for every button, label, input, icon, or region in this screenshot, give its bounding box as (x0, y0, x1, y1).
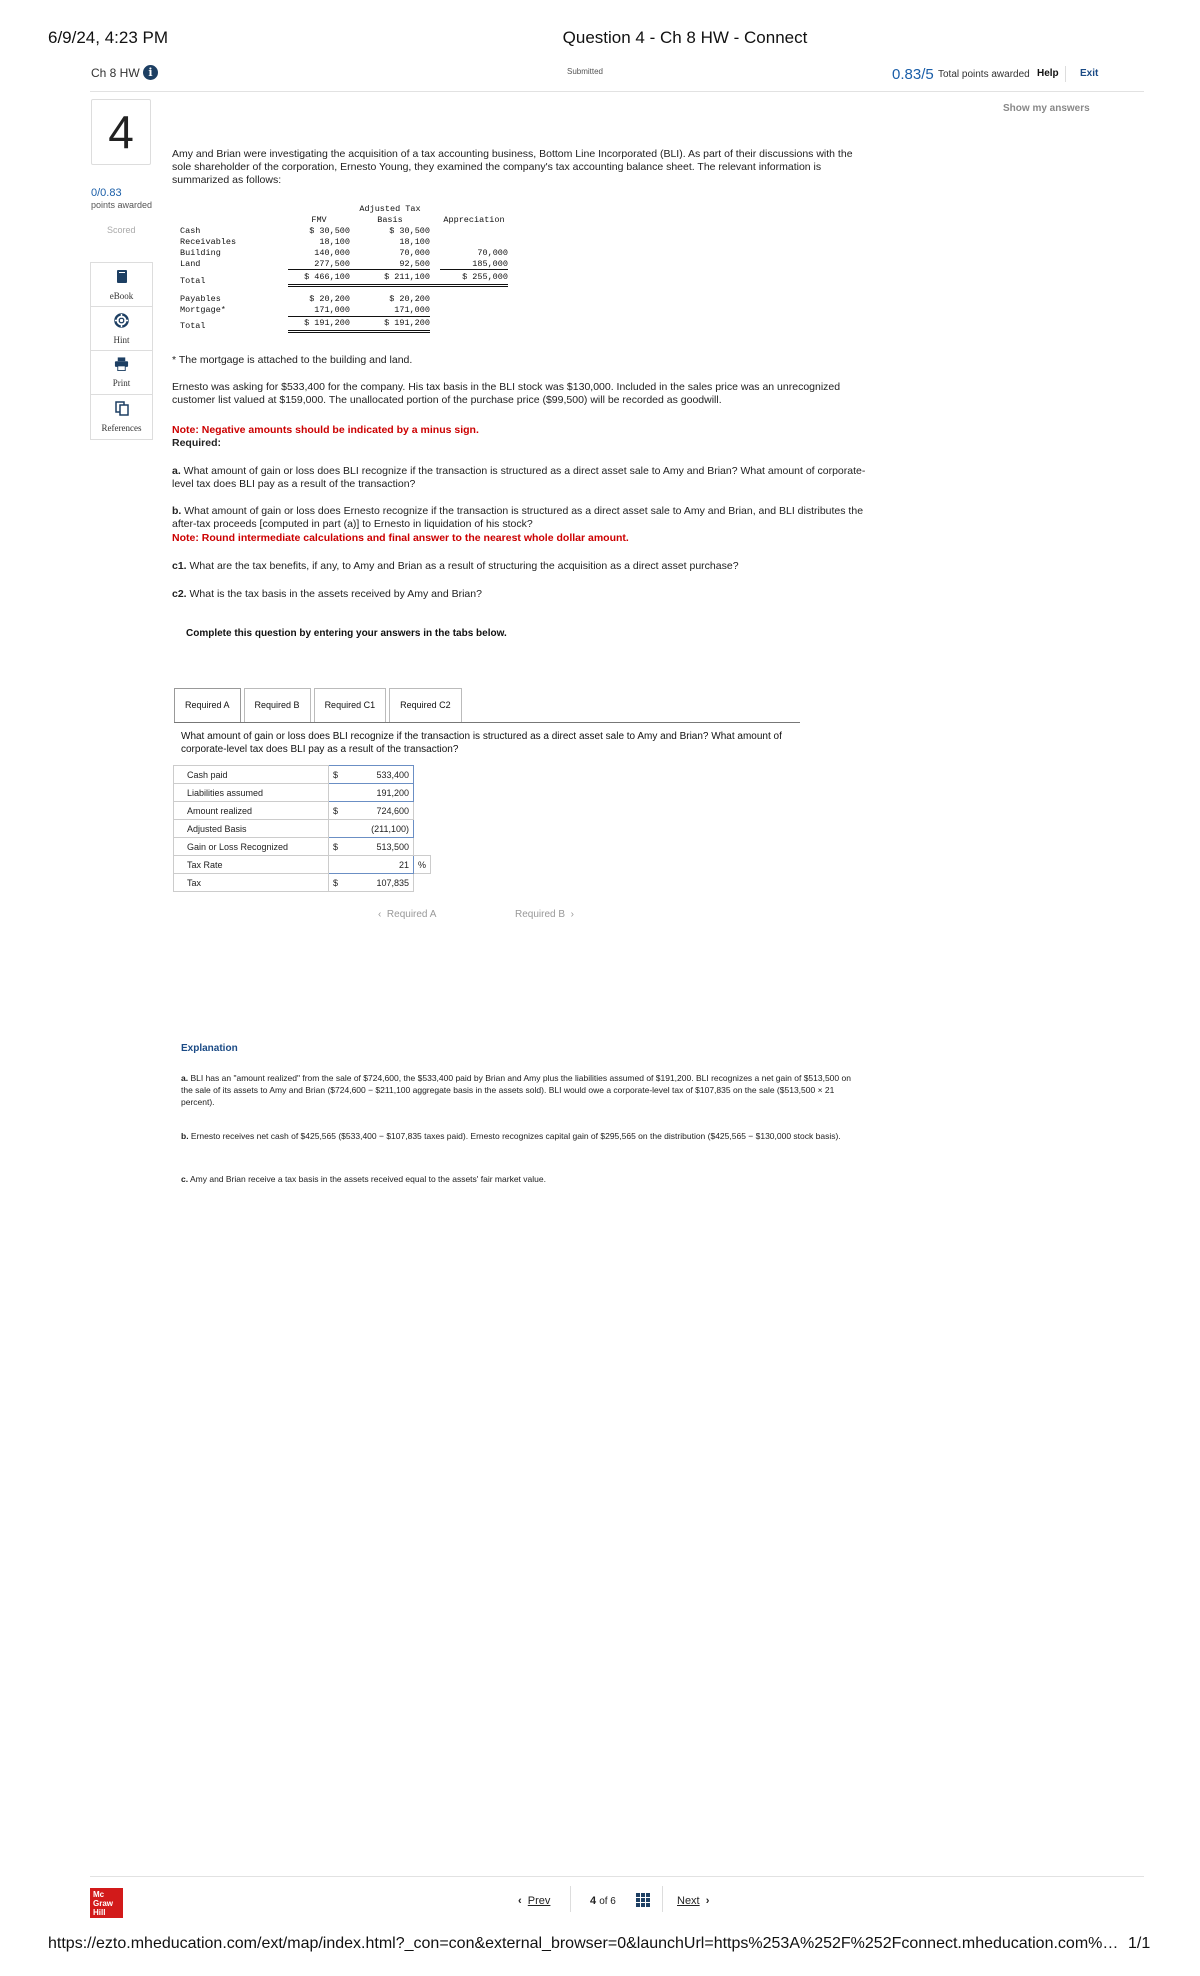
sale-details-text: Ernesto was asking for $533,400 for the company. His tax basis in the BLI stock was $130,000. Included in the sales price was an unrecognized customer list valued at $159,000. The unallocated portion of the purchase price ($99,500) will be recorded as goodwill. (172, 381, 841, 406)
rounding-note: Note: Round intermediate calculations and final answer to the nearest whole dollar amount. (172, 532, 629, 544)
print-date: 6/9/24, 4:23 PM (48, 28, 169, 47)
print-button[interactable] (91, 351, 152, 395)
header-divider-line (90, 91, 1144, 92)
requirement-c1: c1. What are the tax benefits, if any, to Amy and Brian as a result of structuring the acquisition as a direct asset purchase? (172, 560, 739, 572)
total-score: 0.83/5 (892, 66, 934, 83)
tab-required-c1[interactable]: Required C1 (314, 688, 387, 722)
explanation-title: Explanation (181, 1043, 238, 1054)
chevron-right-icon: › (705, 1895, 710, 1907)
tab-required-c2[interactable]: Required C2 (389, 688, 462, 722)
tab-required-b[interactable]: Required B (244, 688, 311, 722)
points-awarded-label: points awarded (91, 200, 153, 210)
footnote: * The mortgage is attached to the building and land. (172, 354, 413, 366)
required-label: Required: (172, 437, 222, 449)
negative-amounts-note: Note: Negative amounts should be indicated by a minus sign. (172, 424, 479, 436)
tax-value: 107,835 (345, 874, 414, 892)
assignment-title: Ch 8 HW (91, 66, 140, 80)
show-my-answers-button[interactable]: Show my answers (1003, 103, 1090, 114)
tax-rate-input[interactable]: 21 (345, 856, 414, 874)
explanation-a: a. BLI has an "amount realized" from the sale of $724,600, the $533,400 paid by Brian and Amy plus the liabilities assumed of $191,200. BLI recognizes a net gain of $513,500 on the sale of its assets to Amy and Brian ($724,600 − $211,100 aggregate basis in the assets sold). BLI would owe a corporate-level tax of $107,835 on the sale ($513,500 × 21 percent). (181, 1073, 851, 1107)
lifebuoy-icon (91, 313, 152, 333)
print-title: Question 4 - Ch 8 HW - Connect (562, 28, 808, 47)
prev-requirement-button[interactable]: ‹ Required A (378, 909, 437, 920)
intro-text: Amy and Brian were investigating the acquisition of a tax accounting business, Bottom Line Incorporated (BLI). As part of their discussions with the sole shareholder of the corporation, Ernesto Young, they examined the company's tax accounting balance sheet. The relevant information is summarized as follows: (172, 148, 853, 186)
basis-header-1: Adjusted Tax (359, 203, 421, 214)
complete-instruction: Complete this question by entering your answers in the tabs below. (186, 628, 507, 639)
page-url: https://ezto.mheducation.com/ext/map/index.html?_con=con&external_browser=0&launchUrl=https%253A%252F%252Fconnect.mheducation.com%… (48, 1935, 1119, 1952)
table-row: Tax $ 107,835 (174, 874, 431, 892)
pager-divider (662, 1886, 663, 1912)
table-row: Liabilities assumed 191,200 (174, 784, 431, 802)
chevron-left-icon: ‹ (378, 909, 382, 920)
scored-label: Scored (107, 225, 136, 235)
explanation-c: c. Amy and Brian receive a tax basis in the assets received equal to the assets' fair market value. (181, 1174, 546, 1184)
total-score-label: Total points awarded (938, 69, 1030, 80)
requirement-tabs (174, 688, 465, 722)
appreciation-header: Appreciation (443, 214, 505, 225)
requirement-c2: c2. What is the tax basis in the assets received by Amy and Brian? (172, 588, 482, 600)
next-question-button[interactable]: Next › (677, 1895, 710, 1907)
ebook-button[interactable] (91, 263, 152, 307)
basis-header-2: Basis (377, 214, 403, 225)
liabilities-assumed-input[interactable]: 191,200 (345, 784, 414, 802)
question-position: 4 of 6 (590, 1895, 616, 1907)
ebook-label: eBook (109, 291, 134, 301)
exit-link[interactable]: Exit (1080, 68, 1099, 79)
tab-required-a[interactable]: Required A (174, 688, 241, 722)
balance-sheet-table (180, 203, 508, 333)
question-number: 4 (91, 99, 151, 165)
table-row: Gain or Loss Recognized $ 513,500 (174, 838, 431, 856)
table-row: Land 277,500 92,500 185,000 (180, 258, 508, 269)
hint-label: Hint (113, 335, 130, 345)
header-divider (1065, 66, 1066, 82)
cash-paid-input[interactable]: 533,400 (345, 766, 414, 784)
references-button[interactable] (91, 395, 152, 439)
printer-icon (91, 357, 152, 376)
book-icon (91, 269, 152, 289)
table-row: Adjusted Basis (211,100) (174, 820, 431, 838)
tab-question-text: What amount of gain or loss does BLI recognize if the transaction is structured as a direct asset sale to Amy and Brian? What amount of corporate-level tax does BLI pay as a result of the transaction? (181, 731, 782, 755)
table-row: Payables $ 20,200 $ 20,200 (180, 294, 430, 304)
info-icon[interactable]: i (143, 65, 158, 80)
requirement-a: a. What amount of gain or loss does BLI recognize if the transaction is structured as a direct asset sale to Amy and Brian? What amount of corporate-level tax does BLI pay as a result of the transaction? (172, 465, 866, 490)
explanation-b: b. Ernesto receives net cash of $425,565 ($533,400 − $107,835 taxes paid). Ernesto recognizes capital gain of $295,565 on the distribution ($425,565 − $130,000 stock basis). (181, 1131, 841, 1141)
chevron-left-icon: ‹ (518, 1895, 522, 1907)
tab-divider (174, 722, 800, 723)
table-row: Tax Rate 21 % (174, 856, 431, 874)
table-row: Building 140,000 70,000 70,000 (180, 247, 508, 258)
gain-loss-value: 513,500 (345, 838, 414, 856)
adjusted-basis-input[interactable]: (211,100) (345, 820, 414, 838)
table-row: Cash $ 30,500 $ 30,500 (180, 225, 430, 236)
mcgraw-hill-logo: Mc Graw Hill (90, 1888, 123, 1918)
table-row: Amount realized $ 724,600 (174, 802, 431, 820)
table-row: Mortgage* 171,000 171,000 (180, 305, 430, 316)
hint-button[interactable] (91, 307, 152, 351)
question-grid-icon[interactable] (636, 1893, 650, 1906)
requirement-b: b. What amount of gain or loss does Ernesto recognize if the transaction is structured as a direct asset sale to Amy and Brian, and BLI distributes the after-tax proceeds [computed in part (a)] to Ernesto in liquidation of his stock? (172, 505, 864, 530)
amount-realized-value: 724,600 (345, 802, 414, 820)
next-requirement-button[interactable]: Required B › (515, 909, 574, 920)
pager-divider (570, 1886, 571, 1912)
copy-icon (91, 401, 152, 421)
footer-divider (90, 1876, 1144, 1877)
table-row: Receivables 18,100 18,100 (180, 236, 430, 247)
answer-table (173, 765, 431, 892)
help-link[interactable]: Help (1037, 68, 1059, 79)
tools-panel (90, 262, 153, 440)
references-label: References (101, 423, 142, 433)
table-row: Total $ 191,200 $ 191,200 (180, 318, 430, 331)
points-awarded: 0/0.83 (91, 187, 122, 199)
print-label: Print (112, 378, 131, 388)
prev-question-button[interactable]: ‹ Prev (518, 1895, 551, 1907)
table-row: Cash paid $ 533,400 (174, 766, 431, 784)
chevron-right-icon: › (570, 909, 574, 920)
fmv-header: FMV (311, 214, 327, 225)
status-label: Submitted (566, 67, 604, 76)
table-row: Total $ 466,100 $ 211,100 $ 255,000 (180, 270, 508, 286)
print-page-number: 1/1 (1128, 1935, 1151, 1952)
